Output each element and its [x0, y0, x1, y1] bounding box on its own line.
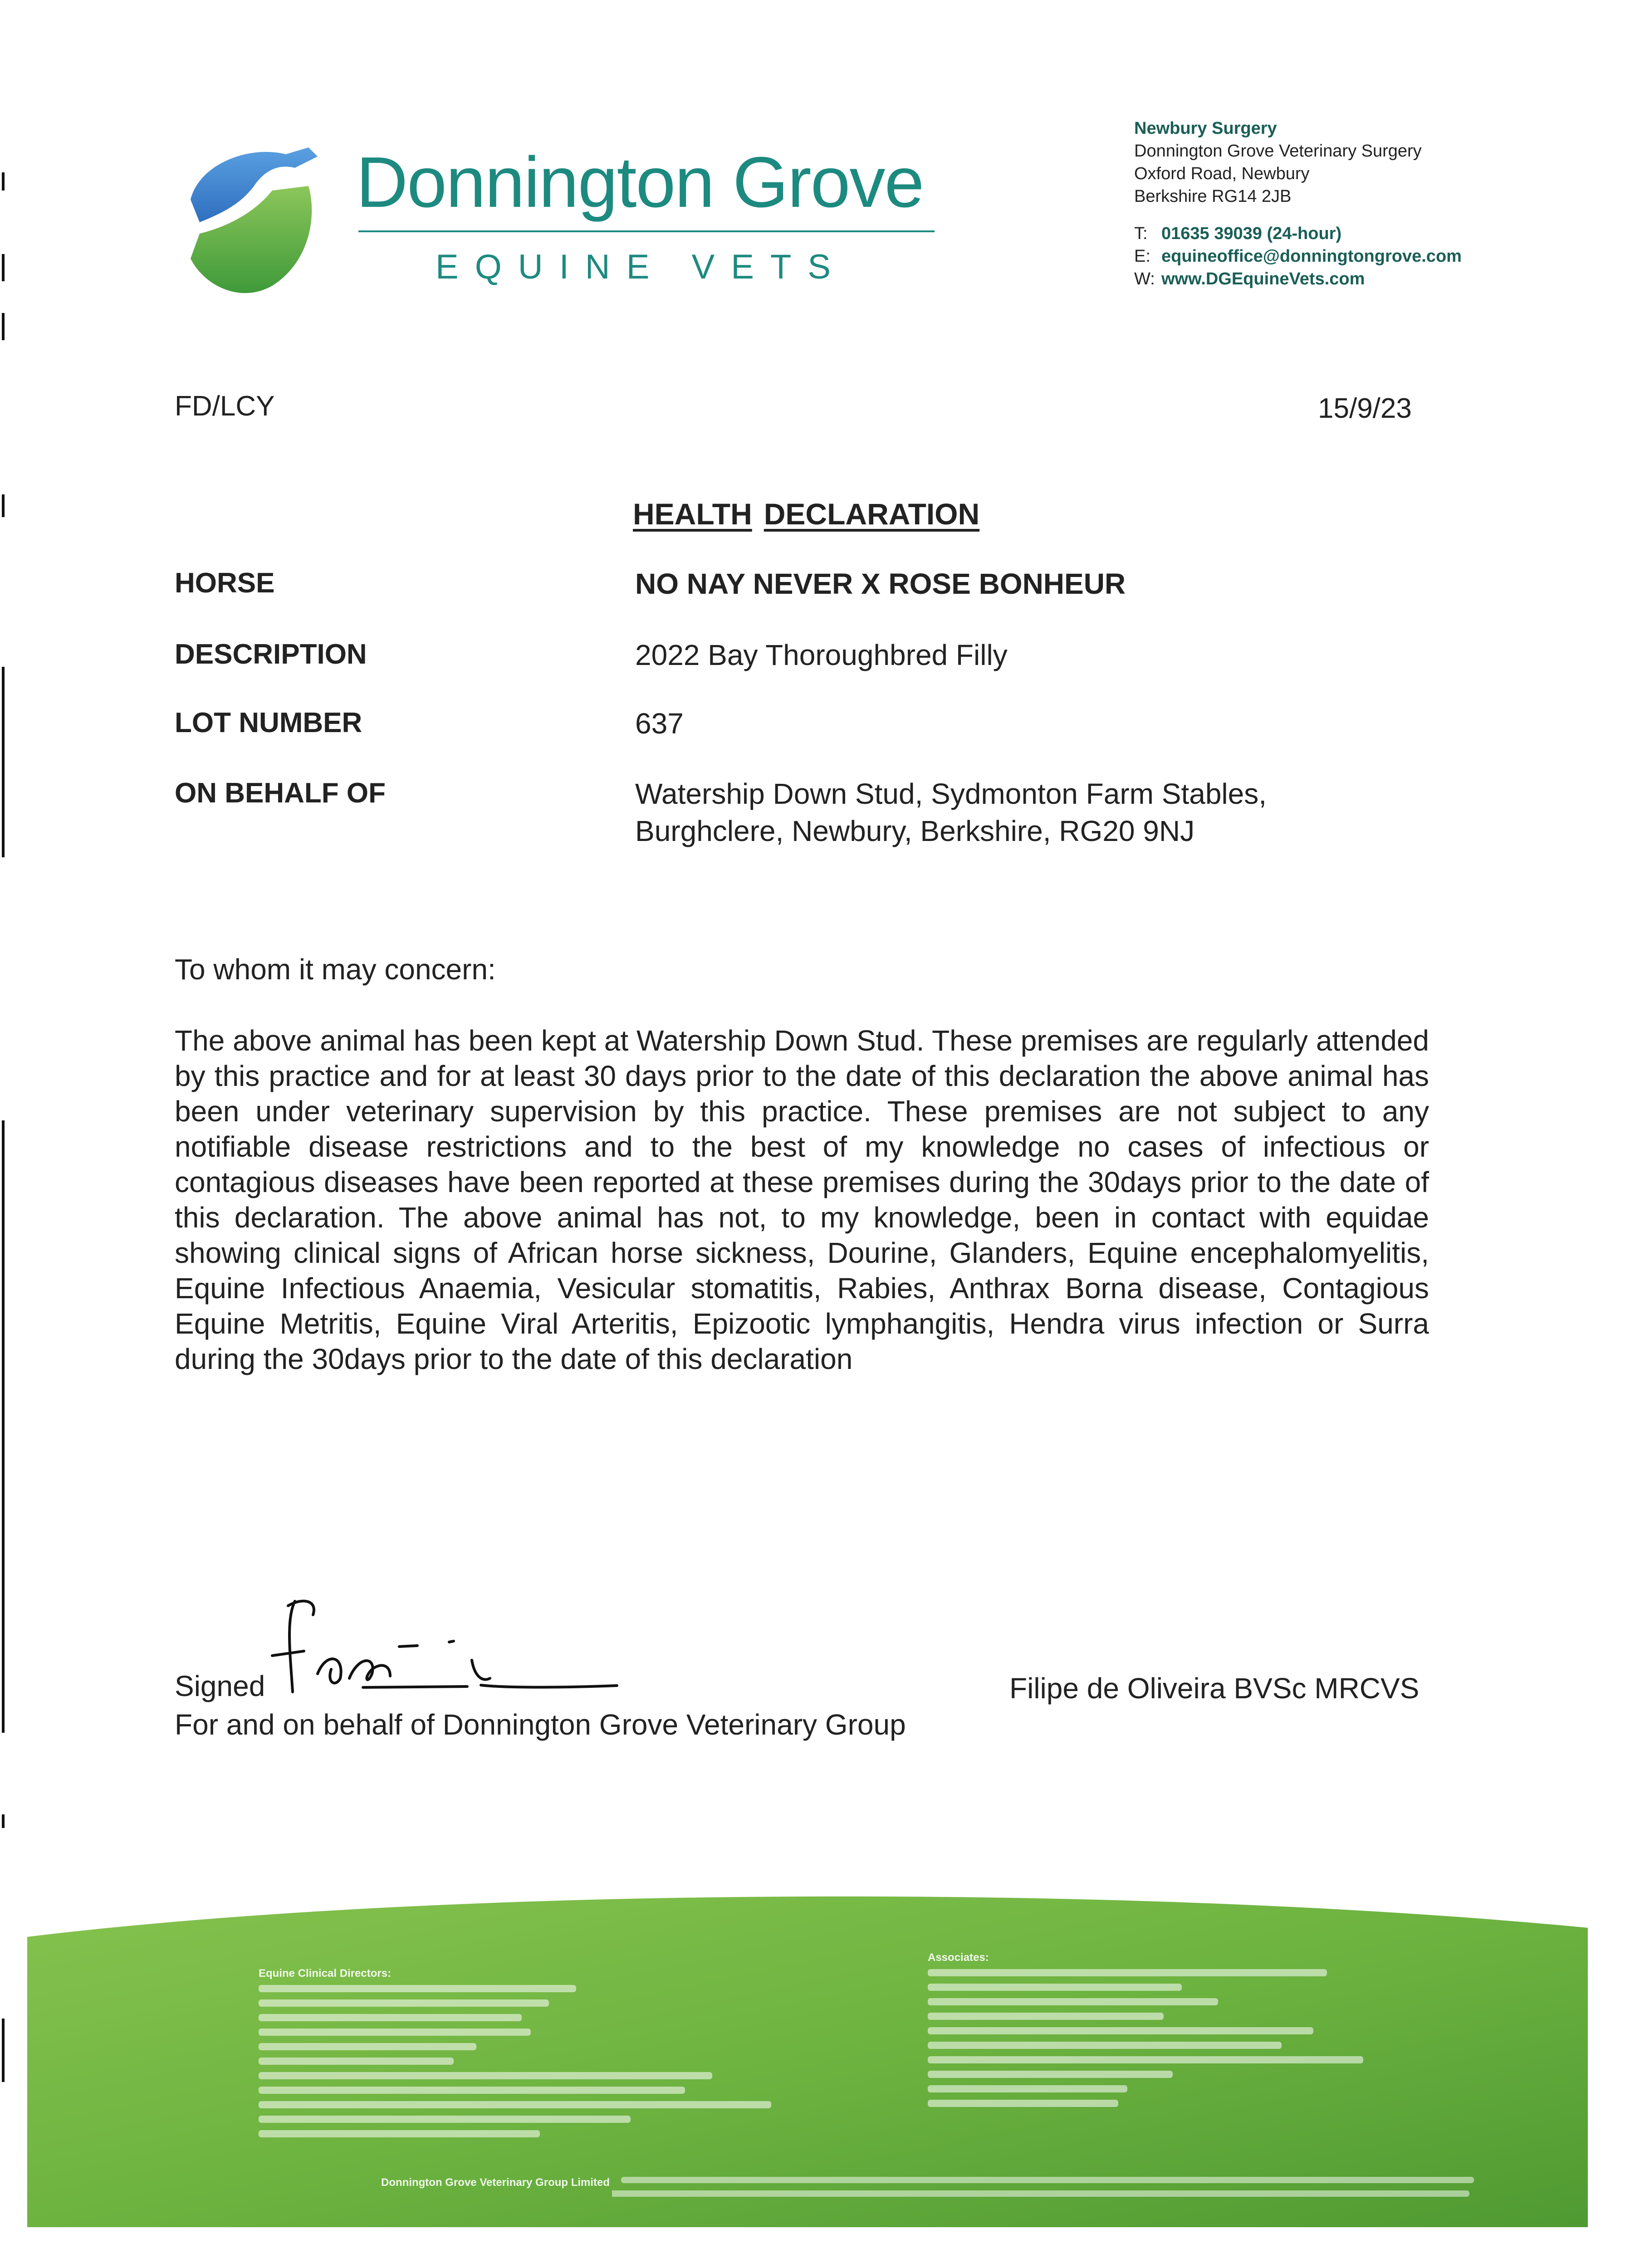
horse-label: HORSE: [175, 567, 275, 599]
logo-icon: [172, 136, 331, 299]
reference: FD/LCY: [175, 391, 275, 422]
footer-associates: [928, 1950, 1381, 2148]
address-line: Berkshire RG14 2JB: [1134, 187, 1292, 206]
web-label: W:: [1134, 269, 1155, 288]
signer-name: Filipe de Oliveira BVSc MRCVS: [1009, 1672, 1420, 1705]
lot-number-label: LOT NUMBER: [175, 707, 362, 738]
horse-value: NO NAY NEVER X ROSE BONHEUR: [635, 567, 1126, 600]
scan-mark: [2, 494, 5, 517]
email-label: E:: [1134, 247, 1150, 266]
phone-number: 01635 39039 (24-hour): [1161, 224, 1342, 243]
scan-mark: [2, 2019, 5, 2082]
signature-behalf: For and on behalf of Donnington Grove Veterinary Group: [175, 1708, 906, 1741]
description-label: DESCRIPTION: [175, 639, 367, 670]
brand-name: Donnington Grove: [356, 142, 924, 222]
title-word: HEALTH: [633, 497, 752, 531]
lot-number-value: 637: [635, 707, 684, 740]
salutation: To whom it may concern:: [175, 953, 496, 986]
address-line: Donnington Grove Veterinary Surgery: [1134, 142, 1422, 161]
associates-heading: Associates:: [928, 1951, 989, 1964]
scan-mark: [2, 313, 5, 340]
footer-company: [381, 2170, 1474, 2198]
document-date: 15/9/23: [1318, 393, 1412, 424]
on-behalf-line: Burghclere, Newbury, Berkshire, RG20 9NJ: [635, 815, 1195, 847]
scan-mark: [2, 254, 5, 281]
document-title: [633, 497, 991, 531]
on-behalf-label: ON BEHALF OF: [175, 777, 386, 809]
directors-heading: Equine Clinical Directors:: [259, 1967, 392, 1980]
brand-divider: [358, 230, 935, 232]
on-behalf-line: Watership Down Stud, Sydmonton Farm Stables,: [635, 777, 1267, 810]
contact-block: [1134, 222, 1462, 290]
signed-label: Signed: [175, 1670, 265, 1702]
website-link[interactable]: www.DGEquineVets.com: [1161, 269, 1365, 288]
declaration-body: The above animal has been kept at Watership Down Stud. These premises are regularly attended by this practice and for at least 30 days prior to the date of this declaration the above animal has been under veterinary supervision by this practice. These premises are not subject to any notifiable disease restrictions and to the best of my knowledge no cases of infectious or contagious diseases have been reported at these premises during the 30days prior to the date of this declaration. The above animal has not, to my knowledge, been in contact with equidae showing clinical signs of African horse sickness, Dourine, Glanders, Equine encephalomyelitis, Equine Infectious Anaemia, Vesicular stomatitis, Rabies, Anthrax Borna disease, Contagious Equine Metritis, Equine Viral Arteritis, Epizootic lymphangitis, Hendra virus infection or Surra during the 30days prior to the date of this declaration: [175, 1024, 1429, 1375]
email-link[interactable]: equineoffice@donningtongrove.com: [1161, 247, 1462, 266]
footer-directors: [259, 1966, 803, 2155]
address-line: Oxford Road, Newbury: [1134, 164, 1310, 183]
scan-mark: [2, 1814, 5, 1828]
associates-list: [928, 1965, 1381, 2146]
description-value: 2022 Bay Thoroughbred Filly: [635, 639, 1008, 671]
scan-mark: [2, 667, 5, 857]
brand-subtitle: EQUINE VETS: [436, 248, 847, 286]
phone-label: T:: [1134, 224, 1148, 243]
title-word: DECLARATION: [764, 497, 980, 531]
address-block: [1134, 117, 1422, 208]
scan-mark: [2, 172, 5, 191]
company-name: Donnington Grove Veterinary Group Limited: [381, 2176, 610, 2189]
surgery-name: Newbury Surgery: [1134, 119, 1277, 138]
directors-list: [259, 1980, 803, 2153]
scan-mark: [2, 1120, 5, 1733]
company-registration: [612, 2170, 1474, 2198]
signature-icon: [254, 1588, 626, 1706]
